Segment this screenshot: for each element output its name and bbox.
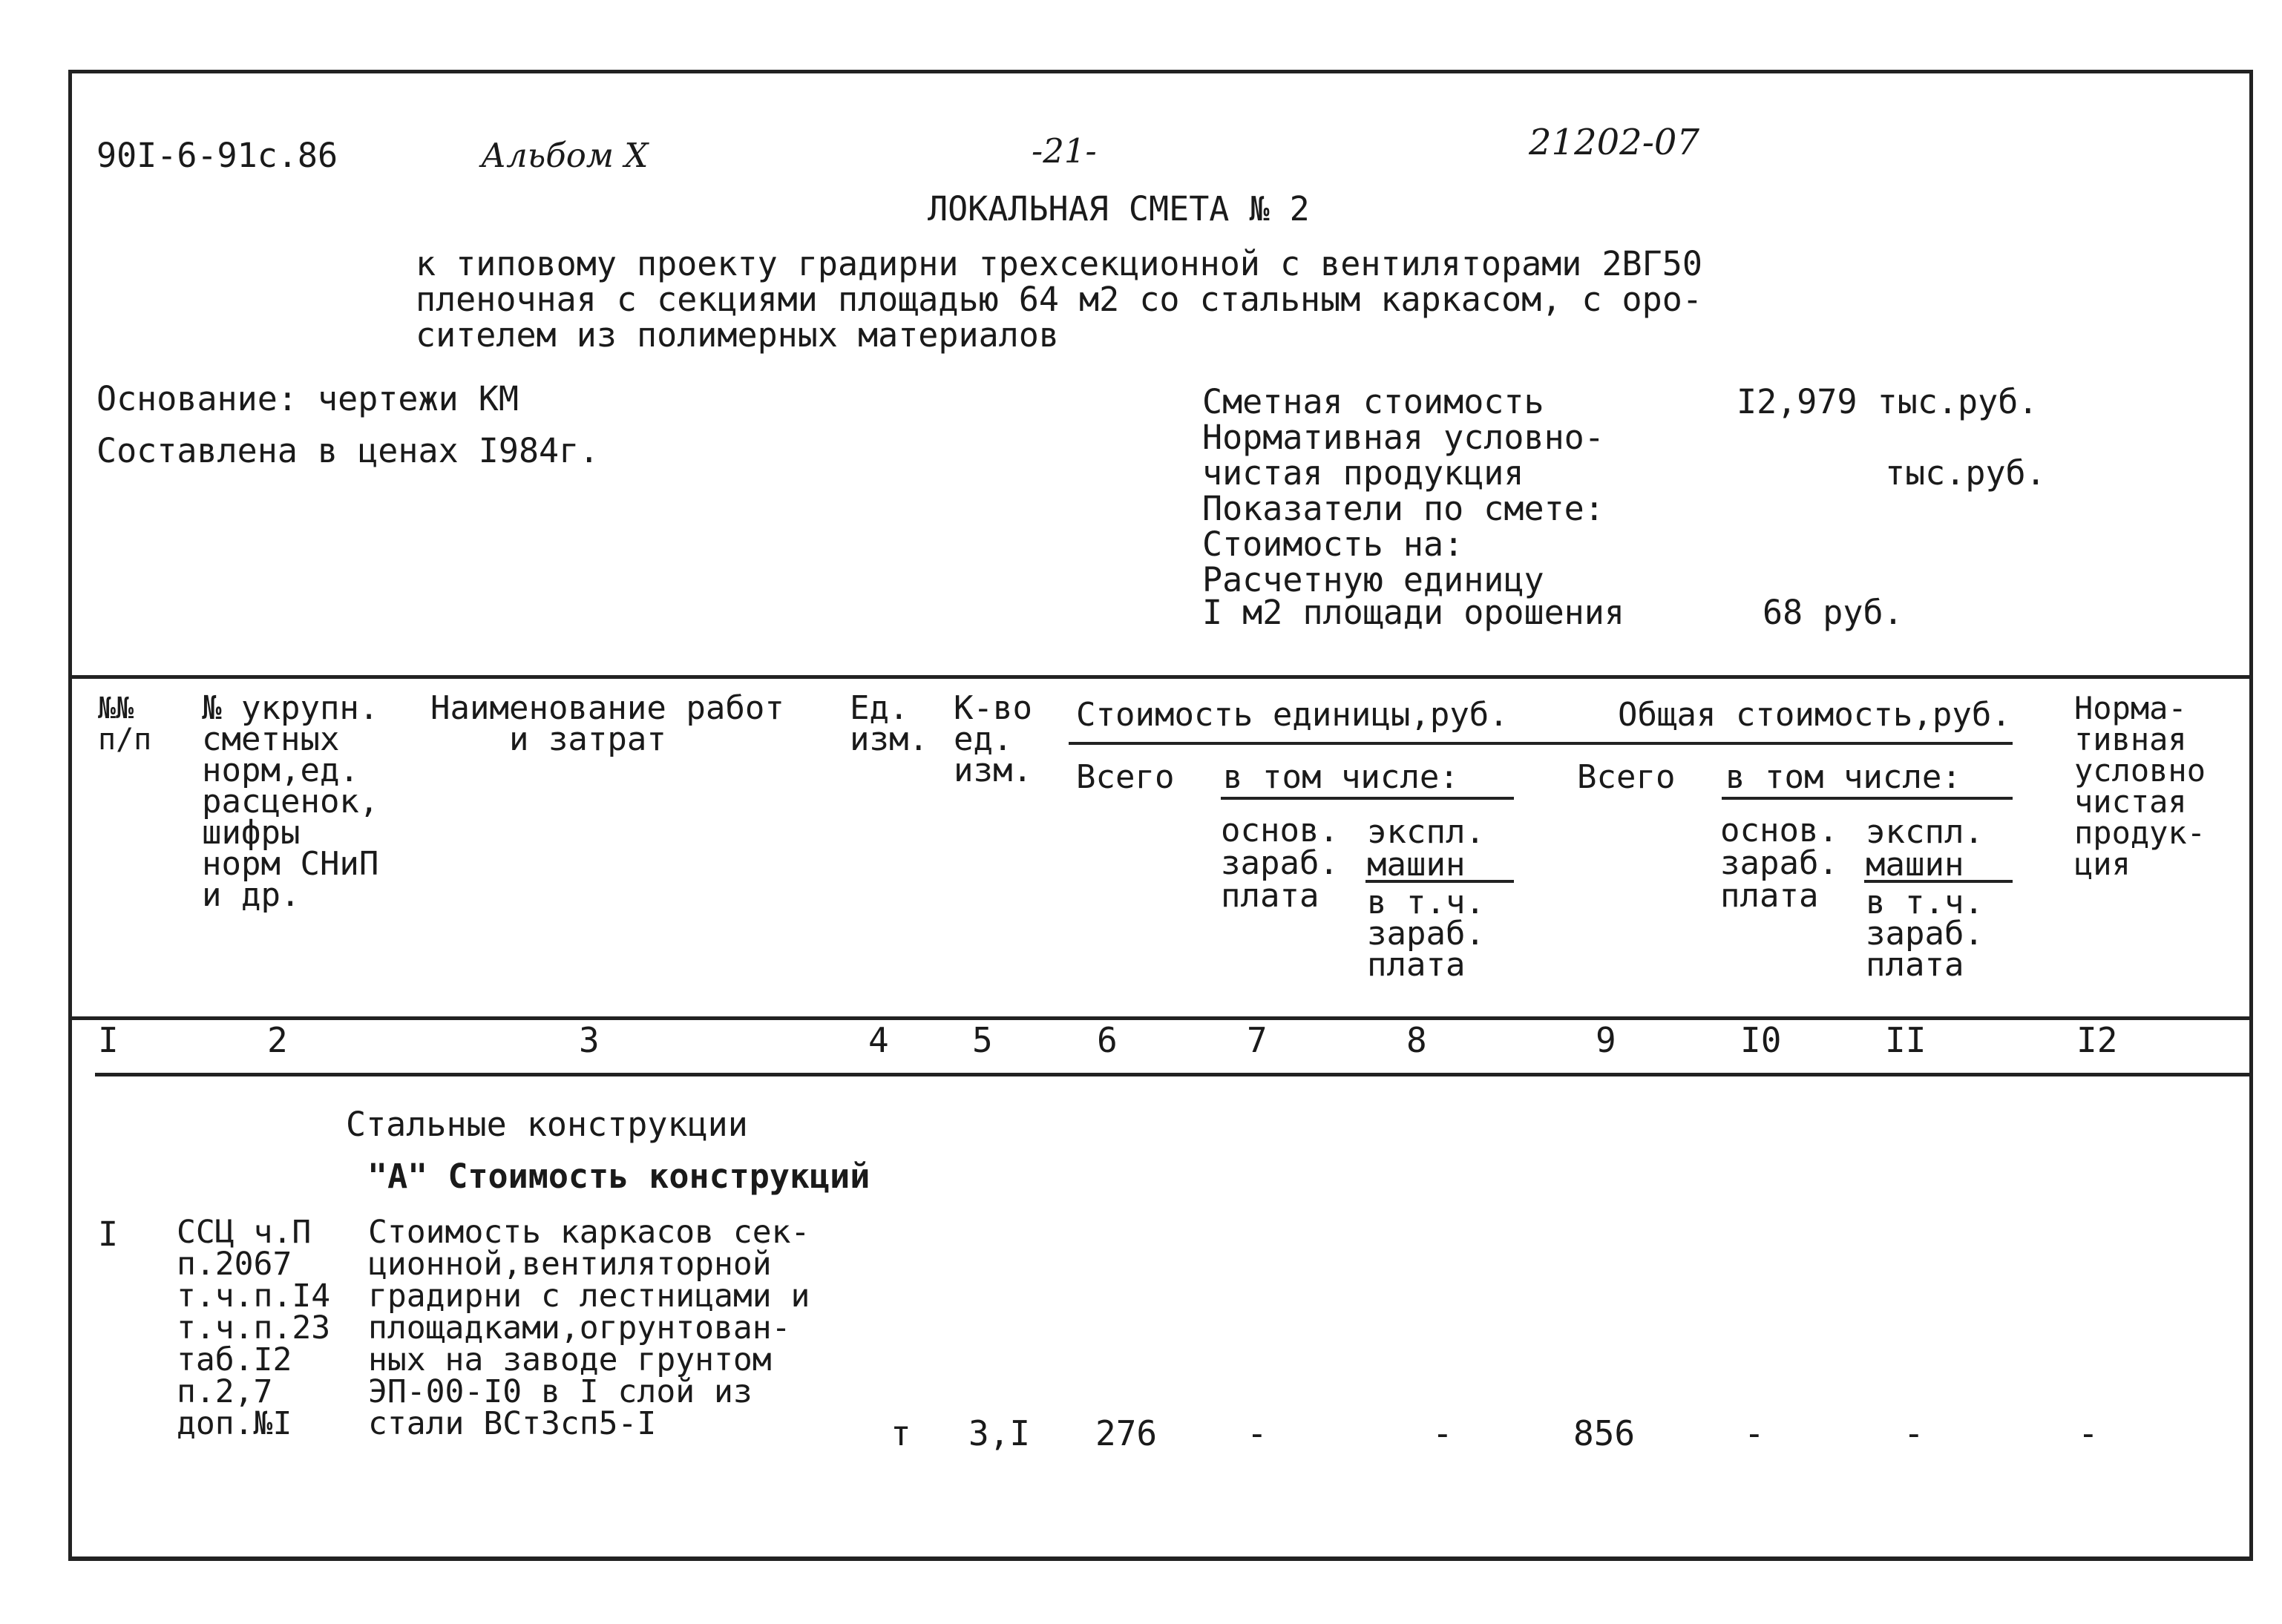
row-unit-cost-machines: - [1432, 1413, 1453, 1453]
col-header-unit-cost: Стоимость единицы,руб. [1076, 696, 1509, 734]
col-header-total-mach: машин [1866, 846, 1964, 884]
row-norm-product: - [2078, 1413, 2099, 1453]
col-header-unit-vtom: в том числе: [1223, 758, 1459, 796]
col-number: 8 [1406, 1020, 1427, 1060]
col-number: II [1885, 1020, 1927, 1060]
col-number: I0 [1740, 1020, 1782, 1060]
col-number: 7 [1247, 1020, 1268, 1060]
col-header-unit: Ед. изм. [850, 689, 928, 758]
row-total-wage: - [1744, 1413, 1765, 1453]
cost-subheader-rule [1069, 742, 2013, 745]
norm-label-1: Нормативная условно- [1202, 418, 1604, 457]
col-header-unit-ekspl: экспл. [1367, 813, 1485, 851]
norm-label-2: чистая продукция [1202, 453, 1524, 493]
colnum-bottom-rule [95, 1073, 2253, 1076]
indicators-label: Показатели по смете: [1202, 489, 1604, 528]
basis-drawings: Основание: чертежи КМ [96, 379, 519, 418]
col-number: 2 [267, 1020, 288, 1060]
col-header-unit-mach-wage: в т.ч. зараб. плата [1367, 884, 1485, 984]
col-number: 9 [1596, 1020, 1616, 1060]
table-top-rule [68, 675, 2253, 679]
calc-unit-label: Расчетную единицу [1202, 560, 1544, 599]
col-header-total-mach-wage: в т.ч. зараб. плата [1866, 884, 1984, 984]
basis-prices: Составлена в ценах I984г. [96, 431, 600, 470]
col-header-total-ekspl: экспл. [1866, 813, 1984, 851]
col-header-qty: К-во ед. изм. [954, 689, 1032, 789]
col-header-total-vtom: в том числе: [1725, 758, 1961, 796]
col-number: 5 [972, 1020, 993, 1060]
col-number: I [98, 1020, 119, 1060]
row-work-name: Стоимость каркасов сек- ционной,вентиляторной градирни с лестницами и площадками,огрунтован- ных на заводе грунтом ЭП-00-I0 в I слой из стали ВСт3сп5-I [368, 1214, 810, 1442]
col-header-name: Наименование работ и затрат [430, 689, 784, 758]
row-total-machines: - [1904, 1413, 1924, 1453]
cost-per-label: Стоимость на: [1202, 525, 1464, 564]
cost-value: I2,979 тыс.руб. [1737, 382, 2039, 421]
row-norm-code: ССЦ ч.П п.2067 т.ч.п.I4 т.ч.п.23 таб.I2 п.2,7 доп.№I [177, 1214, 331, 1442]
row-unit-cost-wage: - [1247, 1413, 1268, 1453]
row-number: I [98, 1214, 119, 1254]
area-value: 68 руб. [1763, 593, 1904, 632]
col-header-unit-wage: основ. зараб. плата [1221, 812, 1339, 915]
cost-label: Сметная стоимость [1202, 382, 1544, 421]
col-number: 6 [1097, 1020, 1118, 1060]
col-header-num: №№ п/п [98, 691, 152, 757]
album-label: Альбом X [481, 136, 649, 175]
row-quantity: 3,I [968, 1413, 1031, 1453]
unit-vtom-underline [1221, 797, 1514, 800]
estimate-title: ЛОКАЛЬНАЯ СМЕТА № 2 [928, 189, 1310, 229]
col-header-unit-mach: машин [1367, 846, 1466, 884]
col-number: 3 [579, 1020, 600, 1060]
project-code: 90I-6-91с.86 [96, 136, 338, 175]
col-number: 4 [868, 1020, 889, 1060]
col-header-code: № укрупн. сметных норм,ед. расценок, шифры норм СНиП и др. [202, 689, 379, 914]
section-title: Стальные конструкции [346, 1105, 748, 1144]
document-number: 21202-07 [1529, 122, 1699, 163]
row-unit-cost-total: 276 [1095, 1413, 1158, 1453]
title-line-3: сителем из полимерных материалов [416, 315, 1059, 355]
row-unit: т [891, 1413, 911, 1453]
col-header-total-wage: основ. зараб. плата [1720, 812, 1838, 915]
section-subtitle: "А" Стоимость конструкций [367, 1157, 870, 1196]
row-total-cost: 856 [1573, 1413, 1636, 1453]
title-line-1: к типовому проекту градирни трехсекционной с вентиляторами 2ВГ50 [416, 244, 1702, 283]
col-header-unit-vsego: Всего [1076, 758, 1175, 796]
col-header-total-vsego: Всего [1577, 758, 1676, 796]
title-line-2: пленочная с секциями площадью 64 м2 со стальным каркасом, с оро- [416, 280, 1702, 319]
col-number: I2 [2076, 1020, 2118, 1060]
col-header-total-cost: Общая стоимость,руб. [1618, 696, 2011, 734]
area-label: I м2 площади орошения [1202, 593, 1624, 632]
norm-value: тыс.руб. [1885, 453, 2046, 493]
col-header-norm: Норма- тивная условно чистая продук- ция [2074, 690, 2206, 882]
page-number: -21- [1032, 131, 1097, 171]
total-vtom-underline [1722, 797, 2013, 800]
